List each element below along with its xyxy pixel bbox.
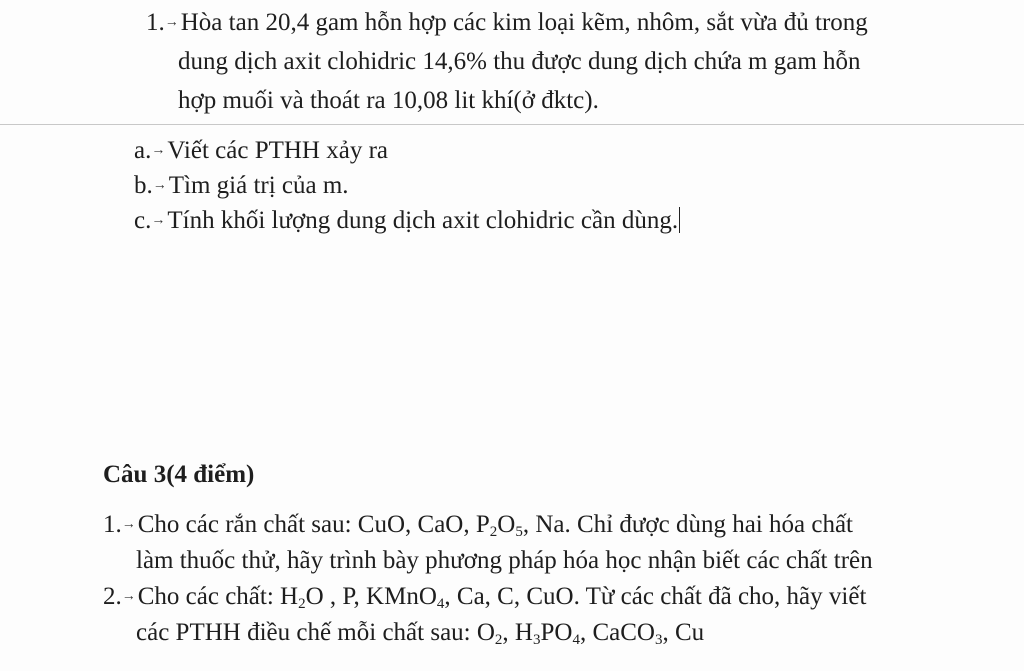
tab-arrow-icon: → — [121, 589, 136, 604]
tab-arrow-icon: → — [121, 517, 136, 532]
section-divider — [0, 124, 1024, 125]
subquestion-a-label: a. — [134, 137, 152, 164]
cau-3-item-2-number: 2. — [103, 583, 122, 610]
problem-1-number: 1. — [146, 9, 165, 36]
subscript: 2 — [494, 632, 503, 648]
subquestion-c[interactable] — [134, 204, 680, 238]
subquestion-c-text: Tính khối lượng dung dịch axit clohidric cần dùng. — [167, 207, 679, 234]
subquestion-b-label: b. — [134, 172, 153, 199]
subquestion-a — [134, 134, 388, 168]
subscript: 2 — [489, 524, 498, 540]
subquestion-a-text: Viết các PTHH xảy ra — [167, 137, 388, 164]
subscript: 5 — [515, 524, 523, 540]
problem-1-text-line-2: dung dịch axit clohidric 14,6% thu được dung dịch chứa m gam hỗn — [178, 48, 861, 75]
subquestion-c-label: c. — [134, 207, 152, 234]
cau-3-item-1-line-2: làm thuốc thử, hãy trình bày phương pháp hóa học nhận biết các chất trên — [136, 547, 873, 574]
cau-3-item-2-line-1 — [103, 580, 866, 614]
subquestion-b — [134, 169, 349, 203]
problem-1-line-1 — [146, 6, 868, 40]
subquestion-b-text: Tìm giá trị của m. — [168, 172, 349, 199]
subscript: 4 — [572, 632, 580, 648]
cau-3-heading: Câu 3(4 điểm) — [103, 461, 255, 488]
tab-arrow-icon: → — [151, 143, 166, 158]
item-2-text-c: , Ca, C, CuO. Từ các chất đã cho, hãy viết — [444, 583, 867, 610]
item-2-line-2-b: , H — [502, 619, 533, 646]
item-2-line-2-d: , CaCO — [579, 619, 655, 646]
problem-1-text-line-3: hợp muối và thoát ra 10,08 lit khí(ở đktc). — [178, 87, 599, 114]
cau-3-item-1-line-1 — [103, 508, 853, 542]
item-1-text-c: , Na. Chỉ được dùng hai hóa chất — [522, 511, 853, 538]
tab-arrow-icon: → — [152, 178, 167, 193]
problem-1-text-line-1: Hòa tan 20,4 gam hỗn hợp các kim loại kẽm, nhôm, sắt vừa đủ trong — [180, 9, 868, 36]
item-2-text-b: O , P, KMnO — [305, 583, 437, 610]
subscript: 4 — [436, 596, 445, 612]
tab-arrow-icon: → — [164, 15, 179, 30]
item-2-text-a: Cho các chất: H — [137, 583, 299, 610]
item-2-line-2-e: , Cu — [662, 619, 705, 646]
subscript: 2 — [298, 596, 306, 612]
tab-arrow-icon: → — [151, 213, 166, 228]
item-1-text-a: Cho các rắn chất sau: CuO, CaO, P — [137, 511, 490, 538]
item-2-line-2-c: PO — [540, 619, 573, 646]
subscript: 3 — [654, 632, 663, 648]
cau-3-item-2-line-2 — [136, 616, 704, 650]
cau-3-item-1-number: 1. — [103, 511, 122, 538]
subscript: 3 — [532, 632, 541, 648]
item-1-text-b: O — [497, 511, 516, 538]
item-2-line-2-a: các PTHH điều chế mỗi chất sau: O — [136, 619, 495, 646]
text-cursor — [679, 207, 680, 233]
